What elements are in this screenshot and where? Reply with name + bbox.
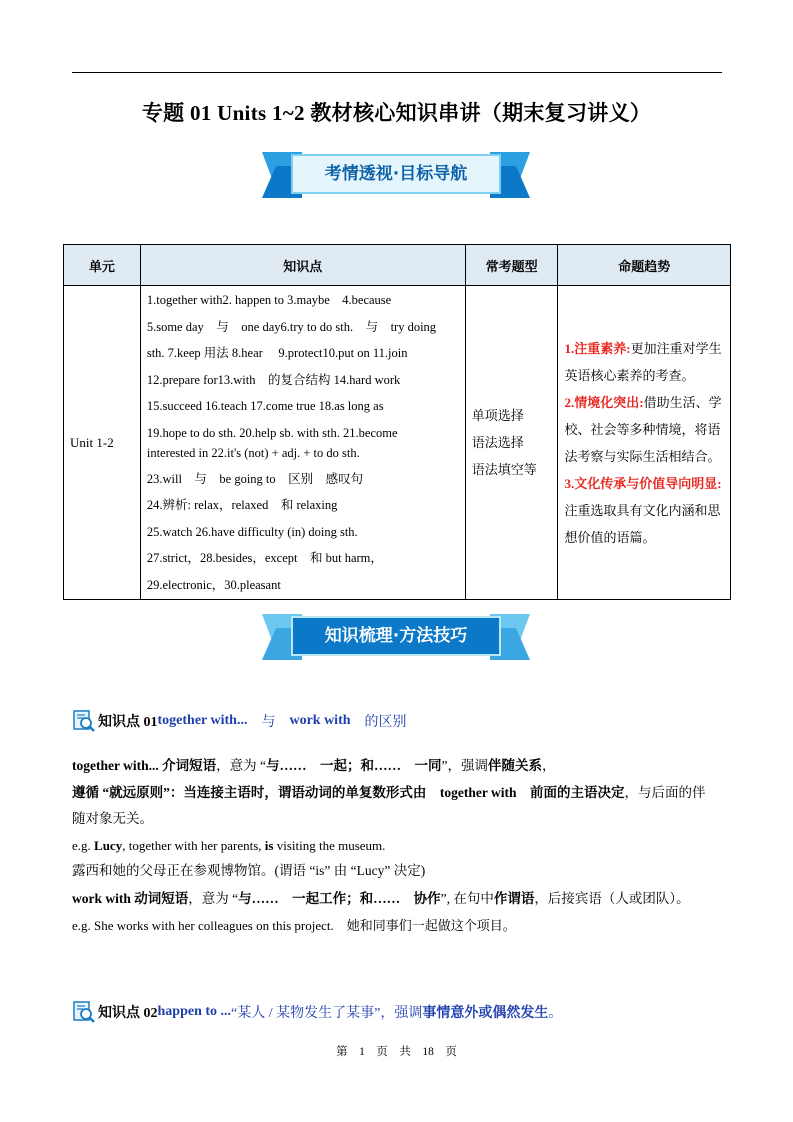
term-type: 动词短语 bbox=[130, 891, 189, 906]
text: e.g. bbox=[72, 838, 95, 853]
point-line: 24.辨析: relax，relaxed 和 relaxing bbox=[146, 498, 338, 512]
trend-item bbox=[564, 470, 724, 551]
text: ”, 在句中 bbox=[440, 891, 494, 906]
points-cell bbox=[140, 286, 465, 600]
trend-text: 更加注重对学生英语核心素养的考查。 bbox=[564, 340, 722, 383]
term-type: 介词短语 bbox=[158, 758, 217, 773]
kp1-heading bbox=[72, 709, 407, 733]
banner-title: 知识梳理·方法技巧 bbox=[324, 626, 468, 646]
term: work with bbox=[72, 891, 131, 906]
text: ，与后面的伴 bbox=[624, 785, 706, 800]
header-unit: 单元 bbox=[64, 245, 141, 286]
point-line: 23.will 与 be going to 区别 感叹句 bbox=[146, 471, 364, 486]
kp1-term1: together with... bbox=[157, 713, 248, 728]
page-footer: 第 1 页 共 18 页 bbox=[336, 1046, 457, 1058]
kp2-emphasis: 事情意外或偶然发生 bbox=[422, 1006, 549, 1021]
unit-cell: Unit 1-2 bbox=[64, 286, 141, 600]
kp2-term: happen to ... bbox=[157, 1004, 232, 1019]
text: visiting the museum. bbox=[273, 838, 386, 853]
kp1-example1 bbox=[72, 833, 724, 859]
trend-item bbox=[564, 389, 724, 470]
type-item: 语法选择 bbox=[471, 435, 524, 450]
point-line: 1.together with2. happen to 3.maybe 4.because bbox=[146, 293, 392, 307]
header-rule bbox=[72, 72, 722, 73]
text: ，意为 “ bbox=[216, 758, 266, 773]
point-line: 25.watch 26.have difficulty (in) doing sth. bbox=[146, 524, 358, 539]
knowledge-table bbox=[63, 244, 731, 600]
trend-label: 1.注重素养: bbox=[564, 340, 631, 356]
document-title: 专题 01 Units 1~2 教材核心知识串讲（期末复习讲义） bbox=[141, 101, 652, 125]
kp1-example2: e.g. She works with her colleagues on this project. 她和同事们一起做这个项目。 bbox=[72, 918, 516, 933]
trend-cell bbox=[558, 286, 731, 600]
meaning: 与…… 一起；和…… 一同 bbox=[266, 758, 442, 773]
banner-exam-overview bbox=[262, 152, 530, 198]
point-line: 29.electronic，30.pleasant bbox=[146, 577, 281, 592]
kp2-label: 知识点 02 bbox=[98, 1006, 158, 1021]
text: , together with her parents, bbox=[122, 838, 265, 853]
type-item: 语法填空等 bbox=[471, 462, 537, 477]
kp1-label: 知识点 01 bbox=[98, 715, 158, 730]
text: ，意为 “ bbox=[188, 891, 239, 906]
banner-title: 考情透视·目标导航 bbox=[324, 164, 468, 184]
kp1-connector: 与 bbox=[247, 715, 290, 730]
point-line: 12.prepare for13.with 的复合结构 14.hard work bbox=[146, 372, 401, 387]
type-item: 单项选择 bbox=[471, 408, 524, 423]
header-trend: 命题趋势 bbox=[558, 245, 731, 286]
header-points: 知识点 bbox=[140, 245, 465, 286]
point-line: 5.some day 与 one day6.try to do sth. 与 try doing bbox=[146, 319, 437, 334]
kp1-line1 bbox=[72, 753, 724, 779]
banner-knowledge-methods bbox=[262, 614, 530, 660]
meaning: 与…… 一起工作；和…… 协作 bbox=[238, 891, 441, 906]
trend-text: 注重选取具有文化内涵和思想价值的语篇。 bbox=[564, 502, 721, 545]
text: ，后接宾语（人或团队）。 bbox=[534, 891, 690, 906]
point-line: 19.hope to do sth. 20.help sb. with sth. 21.become bbox=[146, 425, 398, 440]
trend-text: 借助生活、学校、社会等多种情境，将语法考察与实际生活相结合。 bbox=[564, 394, 722, 464]
header-types: 常考题型 bbox=[465, 245, 558, 286]
magnifier-book-icon bbox=[72, 709, 96, 733]
trend-item bbox=[564, 335, 724, 389]
trend-label: 2.情境化突出: bbox=[564, 394, 644, 410]
kp1-tail: 的区别 bbox=[350, 715, 407, 730]
kp2-end: 。 bbox=[548, 1006, 563, 1021]
text: ”，强调 bbox=[441, 758, 488, 773]
trend-label: 3.文化传承与价值导向明显: bbox=[564, 475, 722, 491]
emphasis: 作谓语 bbox=[493, 891, 535, 906]
rule: 遵循 “就远原则”：当连接主语时，谓语动词的单复数形式由 together with 前面的主语决定 bbox=[72, 785, 625, 800]
types-cell bbox=[465, 286, 558, 600]
emphasis: 伴随关系 bbox=[488, 758, 542, 773]
text: ， bbox=[542, 758, 556, 773]
kp1-term2: work with bbox=[289, 713, 351, 728]
kp1-line2 bbox=[72, 780, 724, 806]
kp1-line4 bbox=[72, 886, 724, 912]
term: together with... bbox=[72, 758, 159, 773]
point-line: sth. 7.keep 用法 8.hear 9.protect10.put on 11.join bbox=[146, 346, 408, 360]
subject: Lucy bbox=[94, 838, 123, 853]
point-line: 27.strict，28.besides，except 和 but harm， bbox=[146, 551, 383, 565]
point-line: interested in 22.it's (not) + adj. + to do sth. bbox=[146, 445, 360, 460]
magnifier-book-icon bbox=[72, 1000, 96, 1024]
kp1-example1-translation: 露西和她的父母正在参观博物馆。(谓语 “is” 由 “Lucy” 决定) bbox=[72, 863, 426, 878]
kp2-heading bbox=[72, 1000, 562, 1024]
verb: is bbox=[264, 838, 274, 853]
point-line: 15.succeed 16.teach 17.come true 18.as long as bbox=[146, 399, 384, 413]
kp1-line3: 随对象无关。 bbox=[72, 811, 153, 826]
table-header-row bbox=[64, 245, 731, 286]
table-row bbox=[64, 286, 731, 600]
kp2-meaning: “某人 / 某物发生了某事”，强调 bbox=[231, 1006, 423, 1021]
